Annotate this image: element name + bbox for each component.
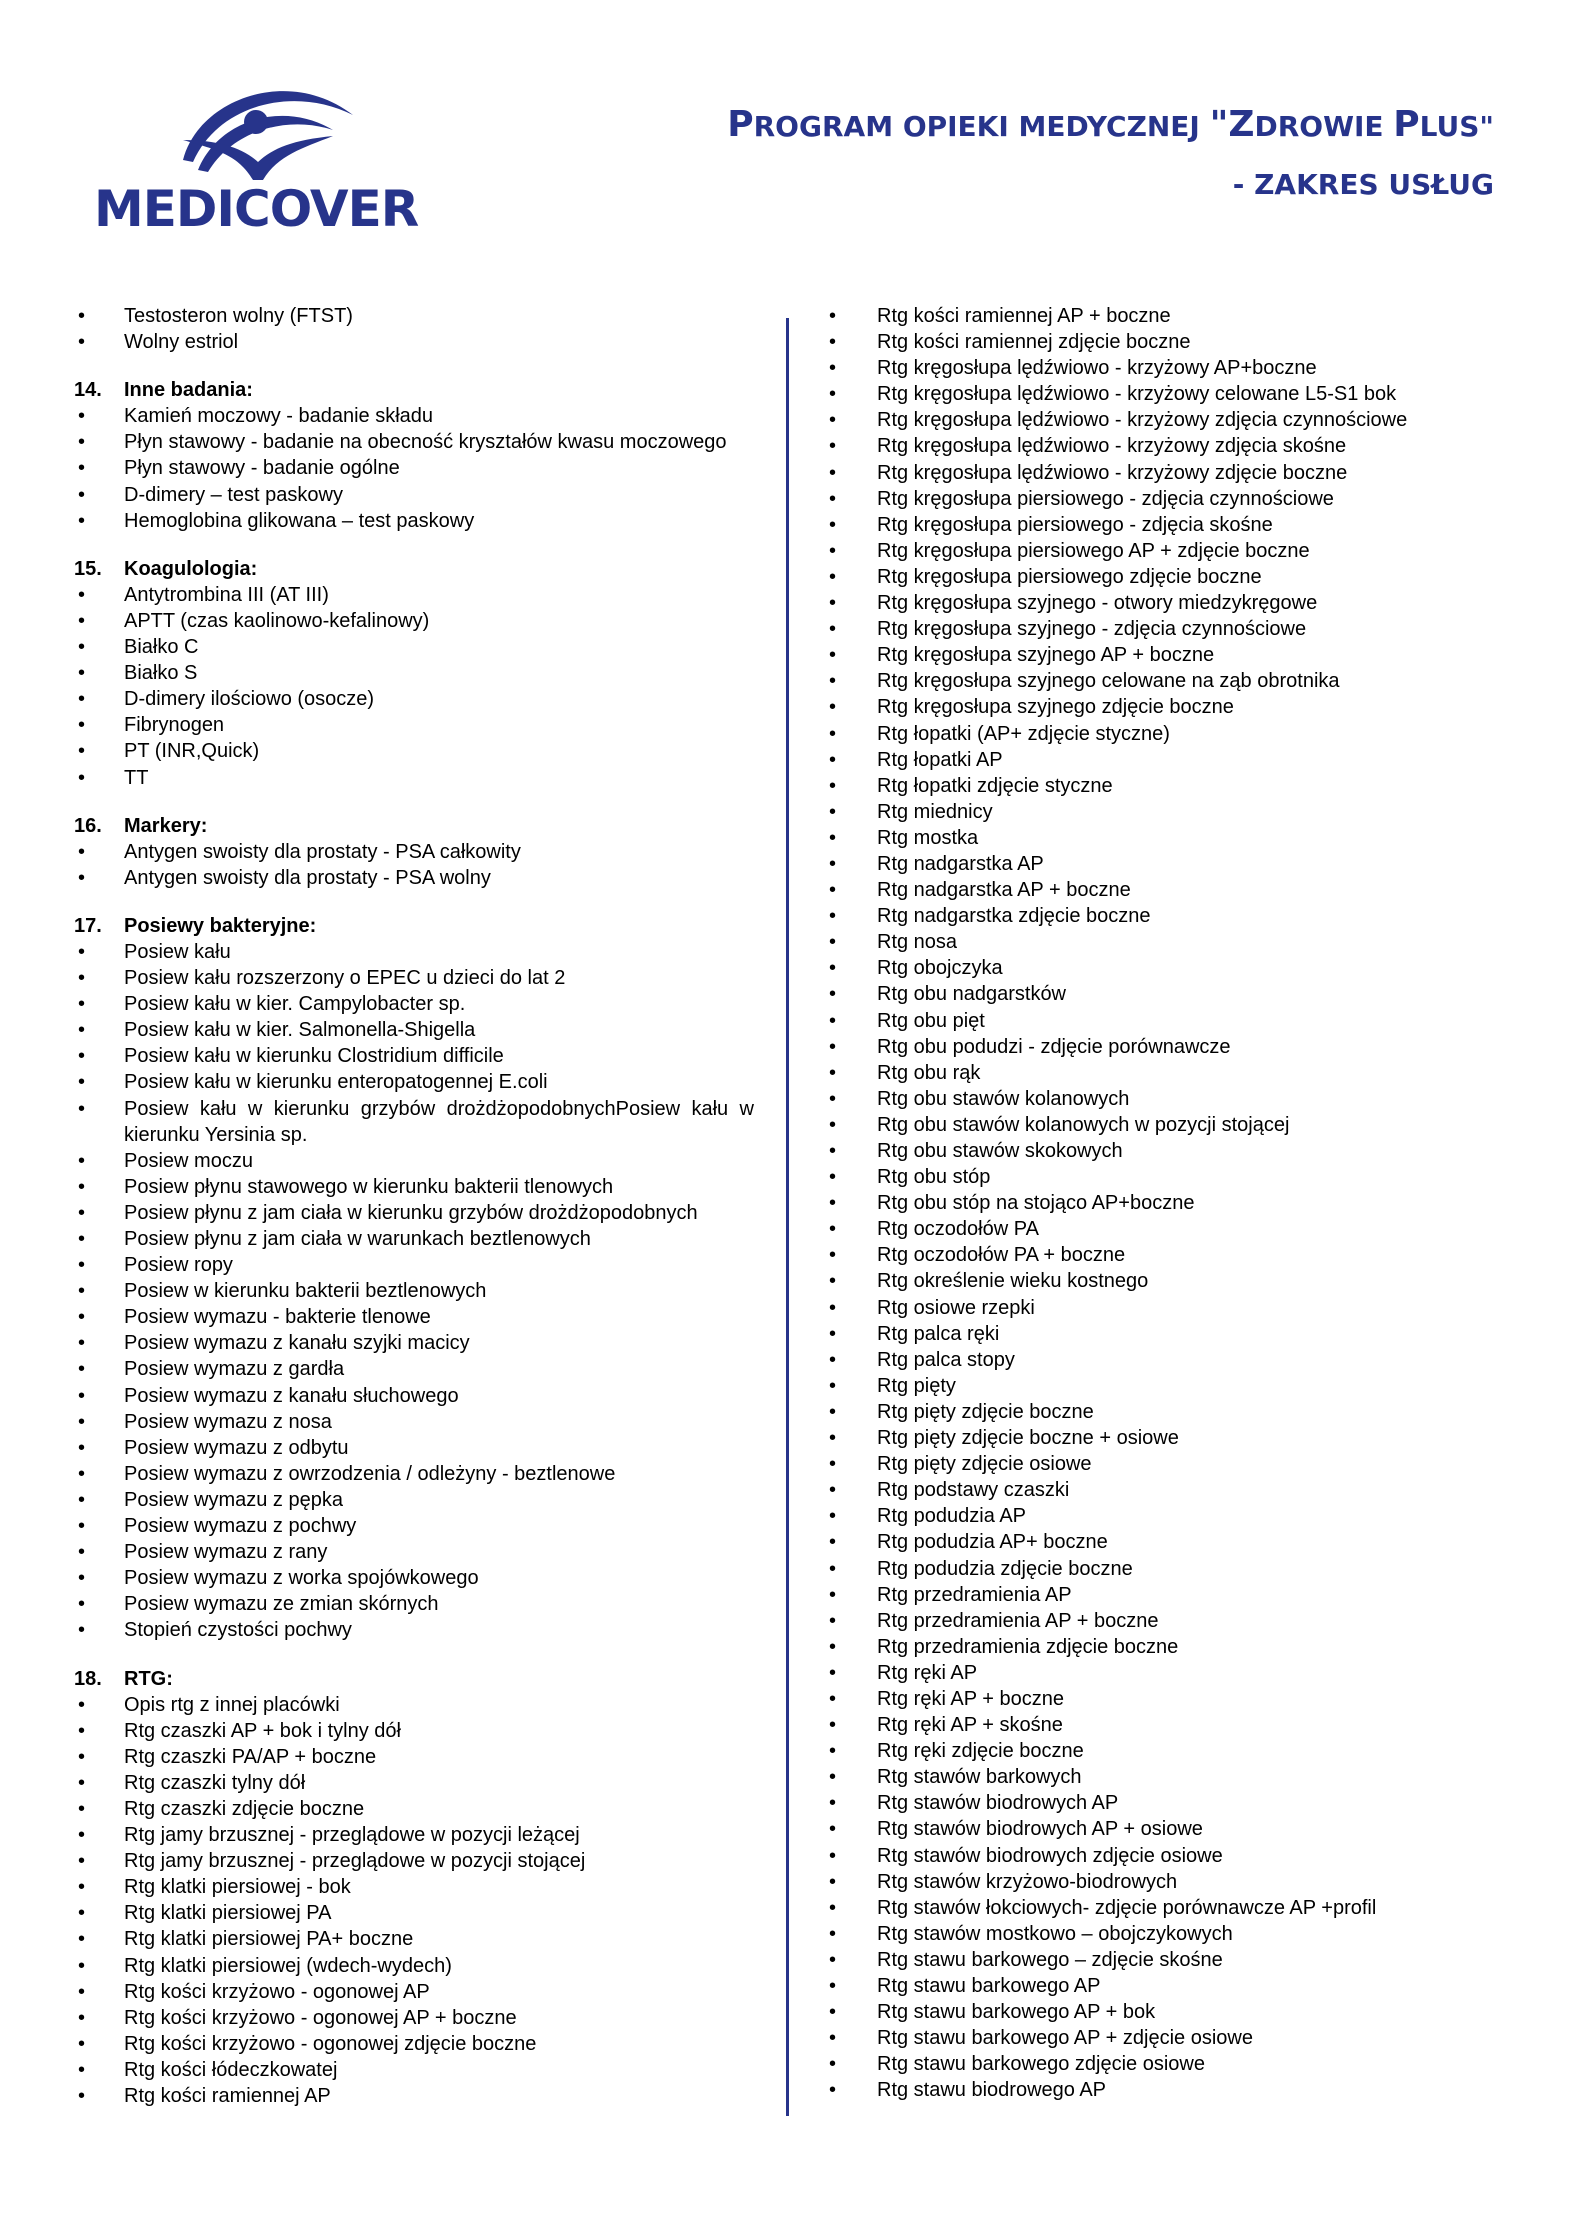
list-item: • Rtg obojczyka (825, 955, 1505, 981)
list-item: • Rtg klatki piersiowej PA+ boczne (74, 1926, 754, 1952)
list-item: • Posiew wymazu z odbytu (74, 1435, 754, 1461)
list-item: • Rtg podudzia AP+ boczne (825, 1529, 1505, 1555)
list-item: • Posiew wymazu z kanału szyjki macicy (74, 1330, 754, 1356)
list-item: • Antytrombina III (AT III) (74, 582, 754, 608)
list-item: • Rtg palca stopy (825, 1347, 1505, 1373)
section-heading (74, 913, 754, 939)
section-number: 14. (74, 379, 102, 402)
list-item: • Posiew kału w kierunku Clostridium difficile (74, 1043, 754, 1069)
list-item: • Rtg czaszki zdjęcie boczne (74, 1796, 754, 1822)
list-item: • Rtg kręgosłupa szyjnego zdjęcie boczne (825, 694, 1505, 720)
list-item: • Posiew wymazu z kanału słuchowego (74, 1383, 754, 1409)
list-item: • Rtg miednicy (825, 799, 1505, 825)
list-item: • Rtg obu pięt (825, 1008, 1505, 1034)
section-heading (74, 813, 754, 839)
list-item: • Rtg ręki AP + skośne (825, 1712, 1505, 1738)
list-item: • Rtg kręgosłupa lędźwiowo - krzyżowy zdjęcia czynnościowe (825, 407, 1505, 433)
list-item: • Rtg obu nadgarstków (825, 981, 1505, 1007)
list-item: • Rtg nosa (825, 929, 1505, 955)
list-item: • Rtg obu stawów kolanowych (825, 1086, 1505, 1112)
list-item: • Rtg pięty (825, 1373, 1505, 1399)
list-item: • Rtg ręki zdjęcie boczne (825, 1738, 1505, 1764)
list-item: • Rtg łopatki AP (825, 747, 1505, 773)
list-item: • Posiew kału w kierunku grzybów drożdżopodobnychPosiew kału w kierunku Yersinia sp. (74, 1096, 754, 1148)
title-line-1: PROGRAM OPIEKI MEDYCZNEJ "ZDROWIE PLUS" (727, 104, 1494, 145)
list-item: • Rtg obu rąk (825, 1060, 1505, 1086)
list-item: • PT (INR,Quick) (74, 738, 754, 764)
list-item: • Płyn stawowy - badanie ogólne (74, 455, 754, 481)
list-item: • Rtg kości ramiennej AP + boczne (825, 303, 1505, 329)
list-item: • Posiew wymazu z worka spojówkowego (74, 1565, 754, 1591)
list-item: • Posiew wymazu ze zmian skórnych (74, 1591, 754, 1617)
medicover-logo (88, 70, 428, 240)
left-column (74, 303, 754, 2109)
section-number: 17. (74, 914, 102, 937)
list-item: • Rtg nadgarstka AP (825, 851, 1505, 877)
list-item: • APTT (czas kaolinowo-kefalinowy) (74, 608, 754, 634)
list-item: • Wolny estriol (74, 329, 754, 355)
list-item: • Rtg podudzia AP (825, 1503, 1505, 1529)
section-title: Inne badania: (124, 379, 253, 402)
list-item: • Rtg kręgosłupa lędźwiowo - krzyżowy celowane L5-S1 bok (825, 381, 1505, 407)
list-item: • Posiew kału w kierunku enteropatogennej E.coli (74, 1069, 754, 1095)
list-item: • Rtg stawów biodrowych zdjęcie osiowe (825, 1843, 1505, 1869)
list-item: • Rtg kręgosłupa piersiowego AP + zdjęcie boczne (825, 538, 1505, 564)
section-heading (74, 377, 754, 403)
list-item: • Rtg stawów mostkowo – obojczykowych (825, 1921, 1505, 1947)
list-item: • Antygen swoisty dla prostaty - PSA całkowity (74, 839, 754, 865)
list-item: • Rtg czaszki AP + bok i tylny dół (74, 1718, 754, 1744)
list-item: • Rtg stawu barkowego zdjęcie osiowe (825, 2051, 1505, 2077)
list-item: • Posiew w kierunku bakterii beztlenowych (74, 1278, 754, 1304)
list-item: • Rtg palca ręki (825, 1321, 1505, 1347)
list-item: • Białko S (74, 660, 754, 686)
section-items (74, 1692, 754, 2110)
list-item: • Stopień czystości pochwy (74, 1617, 754, 1643)
list-item: • Rtg przedramienia AP (825, 1582, 1505, 1608)
list-item: • Rtg kręgosłupa szyjnego AP + boczne (825, 642, 1505, 668)
list-item: • Rtg klatki piersiowej PA (74, 1900, 754, 1926)
list-item: • Rtg oczodołów PA + boczne (825, 1242, 1505, 1268)
list-item: • Posiew wymazu z gardła (74, 1356, 754, 1382)
list-item: • Rtg stawu barkowego AP (825, 1973, 1505, 1999)
list-item: • Rtg stawów biodrowych AP (825, 1790, 1505, 1816)
list-item: • Rtg kręgosłupa piersiowego zdjęcie boczne (825, 564, 1505, 590)
section-number: 16. (74, 814, 102, 837)
list-item: • Rtg kości łódeczkowatej (74, 2057, 754, 2083)
list-item: • Rtg obu stóp na stojąco AP+boczne (825, 1190, 1505, 1216)
list-item: • Testosteron wolny (FTST) (74, 303, 754, 329)
page-title (727, 98, 1494, 212)
list-item: • D-dimery – test paskowy (74, 482, 754, 508)
list-item: • Białko C (74, 634, 754, 660)
list-item: • Posiew płynu z jam ciała w kierunku grzybów drożdżopodobnych (74, 1200, 754, 1226)
list-item: • Rtg nadgarstka zdjęcie boczne (825, 903, 1505, 929)
list-item: • Rtg kości krzyżowo - ogonowej AP + boczne (74, 2005, 754, 2031)
list-item: • TT (74, 765, 754, 791)
list-item: • Rtg ręki AP + boczne (825, 1686, 1505, 1712)
list-item: • Rtg obu stawów kolanowych w pozycji stojącej (825, 1112, 1505, 1138)
list-item: • Posiew wymazu z rany (74, 1539, 754, 1565)
list-item: • Rtg obu podudzi - zdjęcie porównawcze (825, 1034, 1505, 1060)
list-item: • Posiew kału w kier. Campylobacter sp. (74, 991, 754, 1017)
section-items (74, 403, 754, 533)
brand-name: MEDICOVER (94, 180, 419, 238)
list-item: • Posiew moczu (74, 1148, 754, 1174)
section-list (74, 377, 754, 2109)
list-item: • Rtg czaszki PA/AP + boczne (74, 1744, 754, 1770)
list-item: • Płyn stawowy - badanie na obecność kryształów kwasu moczowego (74, 429, 754, 455)
title-line-2: - ZAKRES USŁUG (1232, 168, 1494, 201)
section-items (74, 582, 754, 791)
list-item: • Rtg oczodołów PA (825, 1216, 1505, 1242)
list-item: • Rtg kości krzyżowo - ogonowej zdjęcie boczne (74, 2031, 754, 2057)
section-title: Markery: (124, 814, 208, 837)
list-item: • Rtg kręgosłupa lędźwiowo - krzyżowy zdjęcie boczne (825, 460, 1505, 486)
list-item: • Antygen swoisty dla prostaty - PSA wolny (74, 865, 754, 891)
section-title: Koagulologia: (124, 557, 258, 580)
list-item: • Rtg kręgosłupa szyjnego - otwory miedzykręgowe (825, 590, 1505, 616)
list-item: • Rtg kręgosłupa szyjnego celowane na ząb obrotnika (825, 668, 1505, 694)
list-item: • Rtg klatki piersiowej (wdech-wydech) (74, 1953, 754, 1979)
list-item: • Rtg łopatki zdjęcie styczne (825, 773, 1505, 799)
medicover-logo-mark (88, 70, 428, 180)
list-item: • Posiew płynu stawowego w kierunku bakterii tlenowych (74, 1174, 754, 1200)
list-item: • Rtg obu stawów skokowych (825, 1138, 1505, 1164)
list-item: • Rtg obu stóp (825, 1164, 1505, 1190)
section-heading (74, 556, 754, 582)
list-item: • Rtg stawu barkowego AP + zdjęcie osiowe (825, 2025, 1505, 2051)
list-item: • Posiew ropy (74, 1252, 754, 1278)
list-item: • Posiew wymazu z pępka (74, 1487, 754, 1513)
list-item: • Rtg stawów biodrowych AP + osiowe (825, 1816, 1505, 1842)
list-item: • Rtg przedramienia zdjęcie boczne (825, 1634, 1505, 1660)
list-item: • Rtg nadgarstka AP + boczne (825, 877, 1505, 903)
list-item: • Rtg kości krzyżowo - ogonowej AP (74, 1979, 754, 2005)
list-item: • Rtg określenie wieku kostnego (825, 1268, 1505, 1294)
list-item: • Rtg przedramienia AP + boczne (825, 1608, 1505, 1634)
list-item: • Rtg podstawy czaszki (825, 1477, 1505, 1503)
list-item: • Posiew wymazu z owrzodzenia / odleżyny - beztlenowe (74, 1461, 754, 1487)
list-item: • D-dimery ilościowo (osocze) (74, 686, 754, 712)
list-item: • Rtg stawu barkowego AP + bok (825, 1999, 1505, 2025)
list-item: • Rtg jamy brzusznej - przeglądowe w pozycji stojącej (74, 1848, 754, 1874)
list-item: • Rtg pięty zdjęcie boczne + osiowe (825, 1425, 1505, 1451)
list-item: • Rtg czaszki tylny dół (74, 1770, 754, 1796)
section-title: Posiewy bakteryjne: (124, 914, 317, 937)
list-item: • Rtg kości ramiennej AP (74, 2083, 754, 2109)
list-item: • Rtg mostka (825, 825, 1505, 851)
list-item: • Kamień moczowy - badanie składu (74, 403, 754, 429)
list-item: • Hemoglobina glikowana – test paskowy (74, 508, 754, 534)
list-item: • Rtg kręgosłupa lędźwiowo - krzyżowy zdjęcia skośne (825, 433, 1505, 459)
section-heading (74, 1666, 754, 1692)
intro-list (74, 303, 754, 355)
list-item: • Posiew kału rozszerzony o EPEC u dzieci do lat 2 (74, 965, 754, 991)
right-column (825, 303, 1505, 2103)
list-item: • Rtg stawu barkowego – zdjęcie skośne (825, 1947, 1505, 1973)
rtg-continued-list (825, 303, 1505, 2103)
section-title: RTG: (124, 1667, 173, 1690)
list-item: • Fibrynogen (74, 712, 754, 738)
list-item: • Rtg kręgosłupa piersiowego - zdjęcia skośne (825, 512, 1505, 538)
list-item: • Rtg stawów łokciowych- zdjęcie porównawcze AP +profil (825, 1895, 1505, 1921)
section-items (74, 939, 754, 1644)
list-item: • Rtg pięty zdjęcie boczne (825, 1399, 1505, 1425)
list-item: • Rtg ręki AP (825, 1660, 1505, 1686)
list-item: • Rtg podudzia zdjęcie boczne (825, 1556, 1505, 1582)
list-item: • Rtg stawu biodrowego AP (825, 2077, 1505, 2103)
list-item: • Rtg łopatki (AP+ zdjęcie styczne) (825, 721, 1505, 747)
list-item: • Posiew kału w kier. Salmonella-Shigella (74, 1017, 754, 1043)
list-item: • Posiew wymazu z nosa (74, 1409, 754, 1435)
list-item: • Rtg klatki piersiowej - bok (74, 1874, 754, 1900)
list-item: • Posiew wymazu z pochwy (74, 1513, 754, 1539)
list-item: • Opis rtg z innej placówki (74, 1692, 754, 1718)
list-item: • Rtg stawów barkowych (825, 1764, 1505, 1790)
list-item: • Rtg kręgosłupa lędźwiowo - krzyżowy AP+boczne (825, 355, 1505, 381)
section-items (74, 839, 754, 891)
list-item: • Rtg stawów krzyżowo-biodrowych (825, 1869, 1505, 1895)
section-number: 15. (74, 557, 102, 580)
column-divider (786, 318, 789, 2116)
list-item: • Rtg kręgosłupa szyjnego - zdjęcia czynnościowe (825, 616, 1505, 642)
list-item: • Rtg pięty zdjęcie osiowe (825, 1451, 1505, 1477)
list-item: • Rtg kręgosłupa piersiowego - zdjęcia czynnościowe (825, 486, 1505, 512)
list-item: • Rtg kości ramiennej zdjęcie boczne (825, 329, 1505, 355)
list-item: • Posiew płynu z jam ciała w warunkach beztlenowych (74, 1226, 754, 1252)
list-item: • Posiew kału (74, 939, 754, 965)
list-item: • Posiew wymazu - bakterie tlenowe (74, 1304, 754, 1330)
list-item: • Rtg jamy brzusznej - przeglądowe w pozycji leżącej (74, 1822, 754, 1848)
section-number: 18. (74, 1667, 102, 1690)
list-item: • Rtg osiowe rzepki (825, 1295, 1505, 1321)
